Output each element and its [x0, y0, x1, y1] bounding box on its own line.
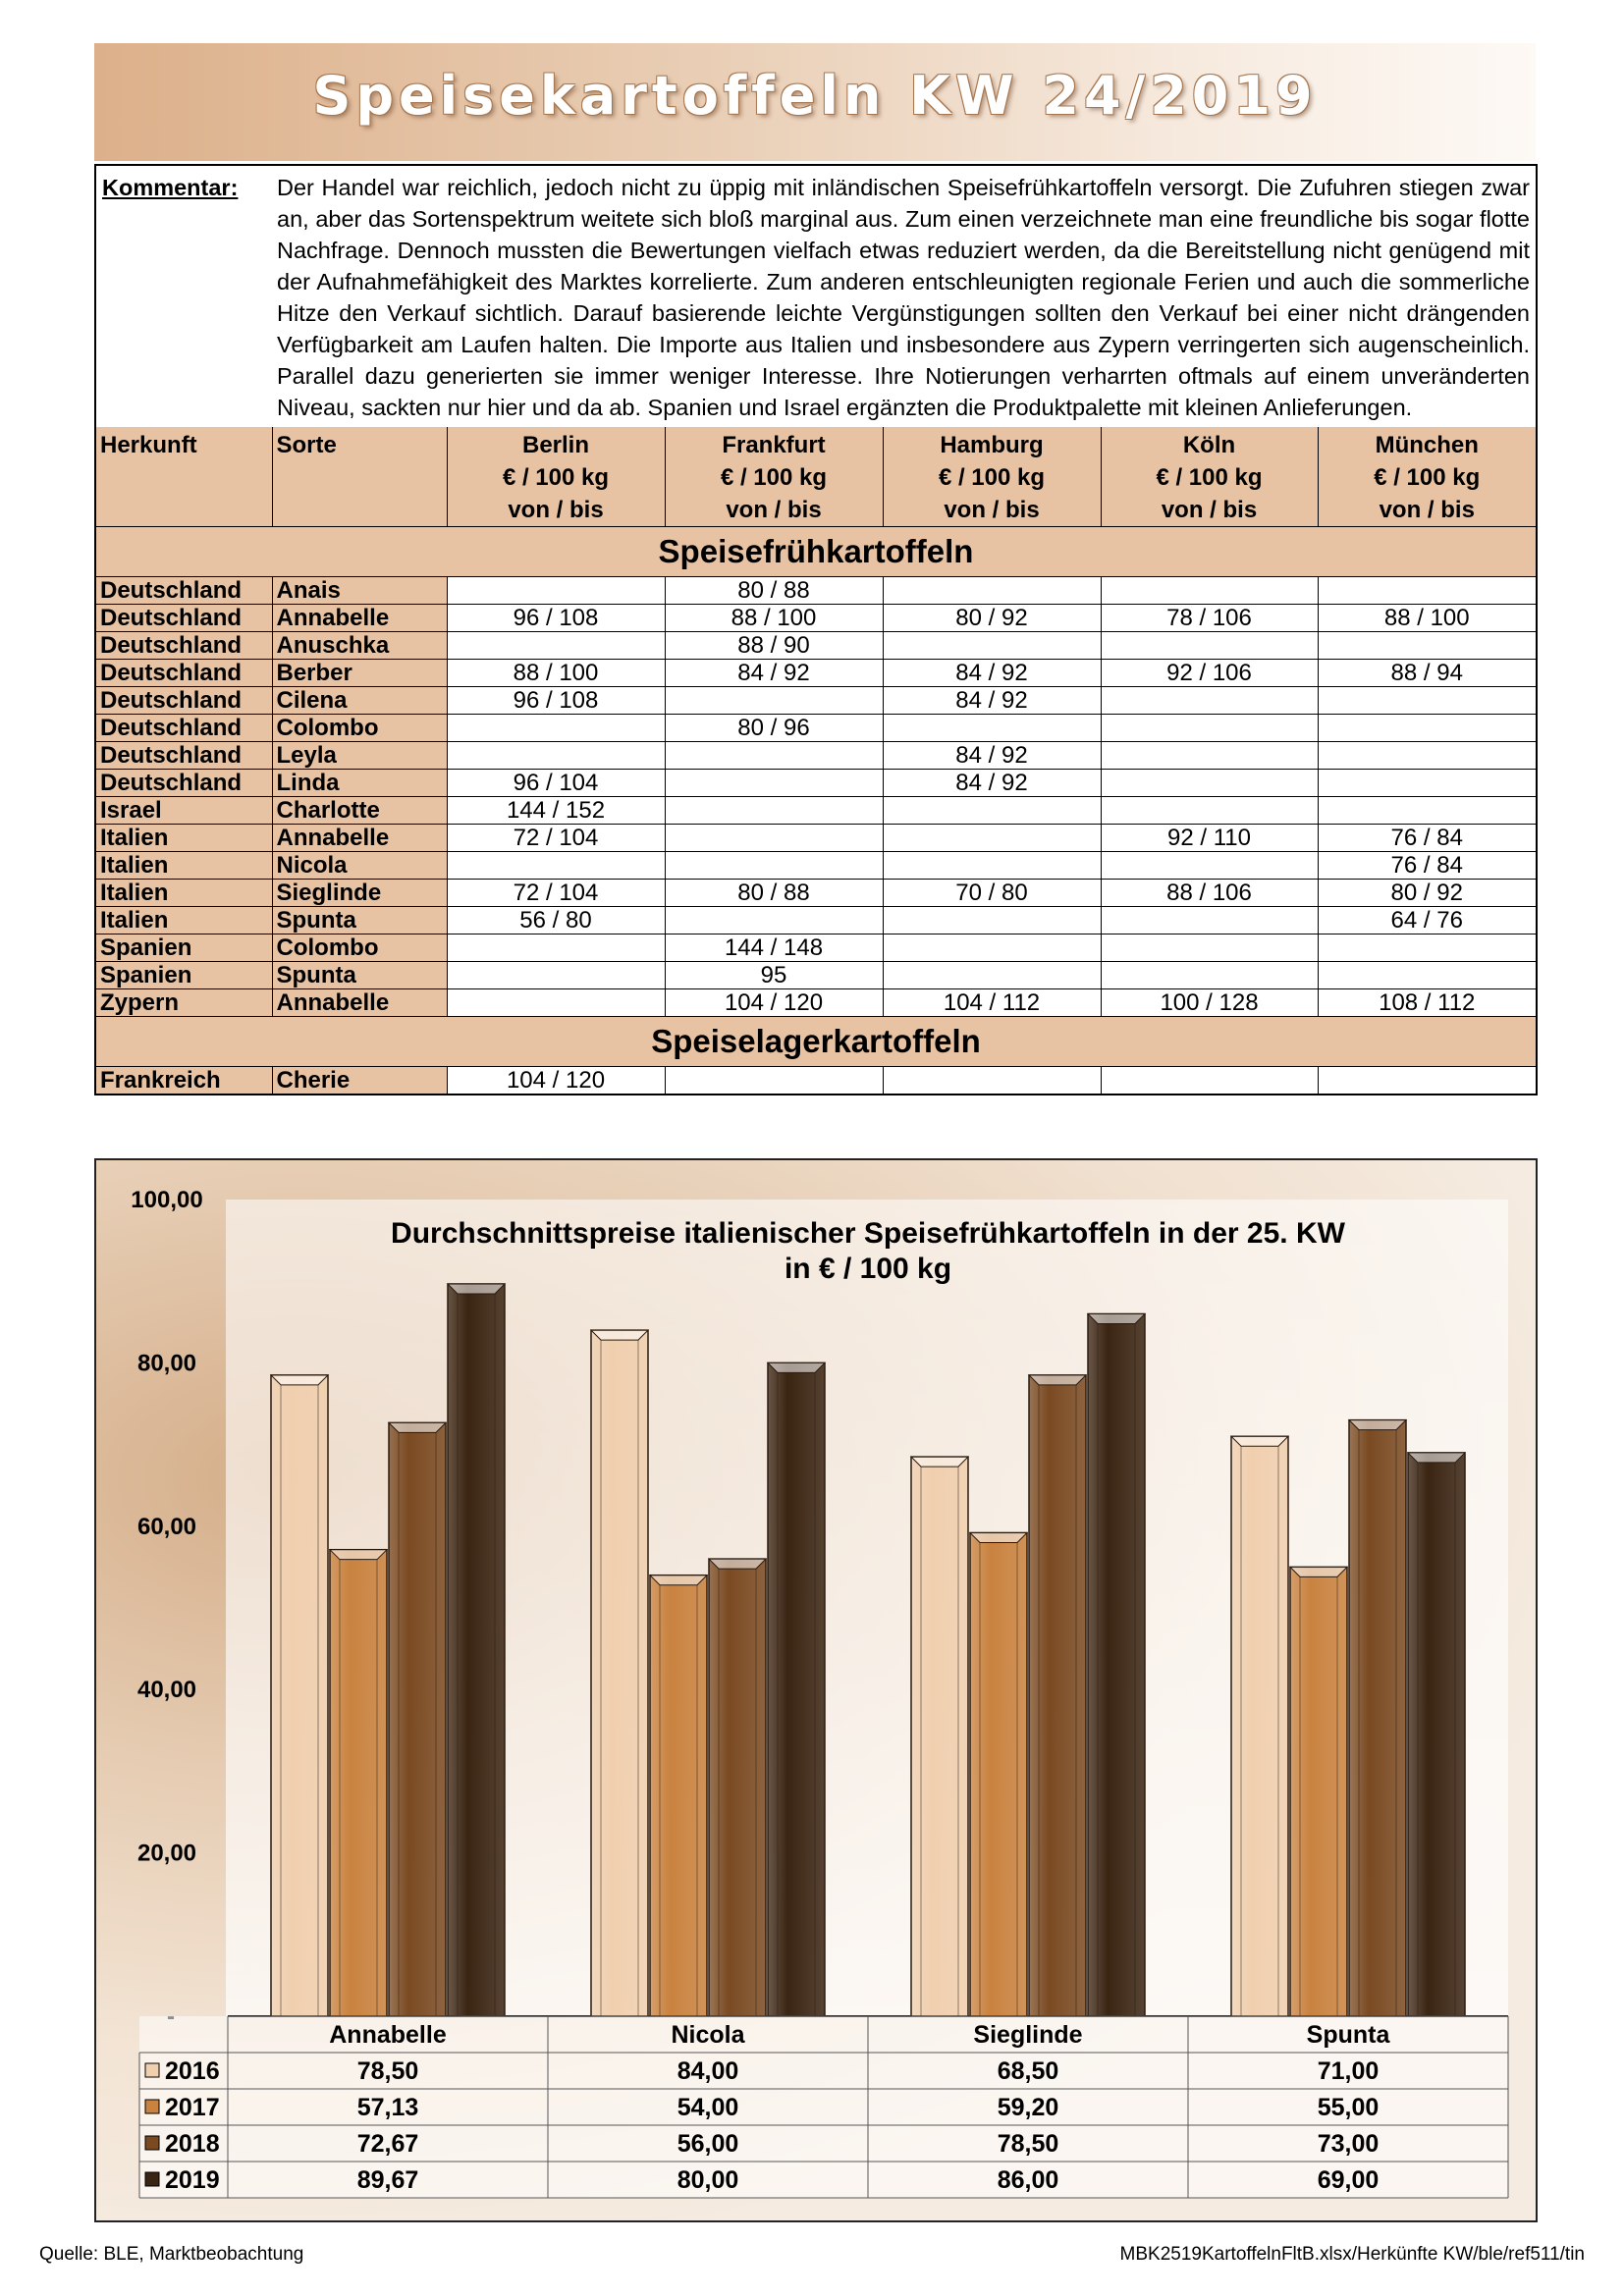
origin-cell: Spanien	[96, 934, 272, 962]
price-cell	[1101, 577, 1318, 605]
data-label: 80,00	[677, 2166, 739, 2194]
price-cell: 104 / 120	[447, 1067, 665, 1095]
price-cell	[1318, 715, 1536, 742]
category-label: Annabelle	[329, 2021, 447, 2049]
price-table	[96, 427, 1536, 1094]
legend-swatch	[145, 2172, 159, 2186]
table-row	[96, 1067, 1536, 1095]
price-cell	[1318, 632, 1536, 660]
price-cell: 78 / 106	[1101, 605, 1318, 632]
table-row	[96, 715, 1536, 742]
price-cell	[1101, 907, 1318, 934]
bar-chart	[96, 1160, 1536, 2220]
data-label: 86,00	[997, 2166, 1059, 2194]
price-cell	[883, 962, 1101, 989]
y-tick-label: 80,00	[136, 1350, 197, 1377]
price-cell: 64 / 76	[1318, 907, 1536, 934]
origin-cell: Zypern	[96, 989, 272, 1017]
price-cell: 92 / 106	[1101, 660, 1318, 687]
price-cell: 88 / 100	[1318, 605, 1536, 632]
variety-cell: Charlotte	[272, 797, 447, 825]
price-cell: 88 / 100	[665, 605, 883, 632]
price-cell	[447, 632, 665, 660]
bar-bevel	[1290, 1567, 1347, 1576]
chart-subtitle: in € / 100 kg	[784, 1253, 952, 1285]
price-cell	[1101, 632, 1318, 660]
bar-bevel	[1029, 1375, 1086, 1385]
bar-2018-annabelle	[389, 1422, 446, 2016]
price-cell: 96 / 104	[447, 770, 665, 797]
category-label: Spunta	[1306, 2021, 1390, 2049]
origin-cell: Italien	[96, 907, 272, 934]
bar-2017-spunta	[1290, 1567, 1347, 2016]
price-cell	[447, 742, 665, 770]
price-cell: 70 / 80	[883, 880, 1101, 907]
bar-2018-spunta	[1349, 1420, 1406, 2016]
price-cell	[665, 687, 883, 715]
price-cell: 104 / 112	[883, 989, 1101, 1017]
table-row	[96, 687, 1536, 715]
price-cell	[1318, 742, 1536, 770]
bar-2016-spunta	[1231, 1436, 1288, 2016]
price-cell	[447, 962, 665, 989]
origin-cell: Deutschland	[96, 770, 272, 797]
header-city: Hamburg € / 100 kg von / bis	[883, 427, 1101, 527]
header-city: Köln € / 100 kg von / bis	[1101, 427, 1318, 527]
price-cell	[665, 770, 883, 797]
price-cell: 76 / 84	[1318, 825, 1536, 852]
legend-label: 2018	[165, 2130, 220, 2158]
variety-cell: Annabelle	[272, 605, 447, 632]
price-cell	[883, 1067, 1101, 1095]
bar-2017-nicola	[650, 1575, 707, 2016]
price-cell	[883, 852, 1101, 880]
chart-panel	[94, 1158, 1538, 2222]
price-cell: 95	[665, 962, 883, 989]
price-cell	[665, 797, 883, 825]
origin-cell: Deutschland	[96, 632, 272, 660]
bar-bevel	[330, 1550, 387, 1560]
price-cell	[1101, 797, 1318, 825]
variety-cell: Nicola	[272, 852, 447, 880]
table-row	[96, 934, 1536, 962]
table-row	[96, 577, 1536, 605]
price-cell: 84 / 92	[883, 687, 1101, 715]
price-cell	[883, 632, 1101, 660]
price-cell	[1101, 742, 1318, 770]
price-cell	[1101, 715, 1318, 742]
variety-cell: Colombo	[272, 934, 447, 962]
origin-cell: Israel	[96, 797, 272, 825]
legend-swatch	[145, 2100, 159, 2113]
price-cell	[1318, 577, 1536, 605]
bar-2016-sieglinde	[911, 1457, 968, 2016]
bar-bevel	[1408, 1453, 1465, 1463]
y-tick-label: 40,00	[136, 1677, 197, 1704]
table-row	[96, 852, 1536, 880]
bar-bevel	[591, 1330, 648, 1340]
price-report	[94, 164, 1538, 1095]
bar-bevel	[911, 1457, 968, 1467]
price-cell: 56 / 80	[447, 907, 665, 934]
data-label: 54,00	[677, 2094, 739, 2121]
price-cell: 88 / 94	[1318, 660, 1536, 687]
category-label: Sieglinde	[973, 2021, 1083, 2049]
origin-cell: Italien	[96, 825, 272, 852]
data-label: 55,00	[1317, 2094, 1380, 2121]
data-label: 78,50	[356, 2057, 419, 2085]
price-cell	[447, 715, 665, 742]
price-cell	[665, 742, 883, 770]
page-title: Speisekartoffeln KW 24/2019	[312, 65, 1318, 127]
data-label: 71,00	[1317, 2057, 1380, 2085]
comment-label: Kommentar:	[102, 175, 239, 200]
price-cell: 144 / 148	[665, 934, 883, 962]
price-cell	[1318, 934, 1536, 962]
data-label: 78,50	[997, 2130, 1059, 2158]
price-cell	[665, 907, 883, 934]
bar-2016-nicola	[591, 1330, 648, 2016]
variety-cell: Anuschka	[272, 632, 447, 660]
data-label: 59,20	[997, 2094, 1059, 2121]
origin-cell: Deutschland	[96, 742, 272, 770]
bar-bevel	[1231, 1436, 1288, 1446]
data-label: 56,00	[677, 2130, 739, 2158]
price-cell	[447, 577, 665, 605]
y-tick-label: 60,00	[136, 1513, 197, 1540]
price-cell: 104 / 120	[665, 989, 883, 1017]
section-title: Speisefrühkartoffeln	[96, 527, 1536, 577]
category-label: Nicola	[671, 2021, 745, 2049]
price-cell: 80 / 92	[883, 605, 1101, 632]
price-cell	[1101, 770, 1318, 797]
price-cell: 88 / 106	[1101, 880, 1318, 907]
bar-2016-annabelle	[271, 1375, 328, 2016]
origin-cell: Italien	[96, 880, 272, 907]
price-cell	[1318, 770, 1536, 797]
price-cell: 84 / 92	[665, 660, 883, 687]
table-row	[96, 825, 1536, 852]
price-cell: 88 / 100	[447, 660, 665, 687]
price-cell: 80 / 96	[665, 715, 883, 742]
price-cell	[1101, 934, 1318, 962]
variety-cell: Anais	[272, 577, 447, 605]
variety-cell: Spunta	[272, 962, 447, 989]
price-cell: 72 / 104	[447, 880, 665, 907]
price-cell	[1318, 687, 1536, 715]
source-note: Quelle: BLE, Marktbeobachtung	[39, 2244, 304, 2265]
data-label: 72,67	[356, 2130, 419, 2158]
legend-swatch	[145, 2063, 159, 2077]
data-label: 89,67	[356, 2166, 419, 2194]
origin-cell: Deutschland	[96, 605, 272, 632]
header-city: Berlin € / 100 kg von / bis	[447, 427, 665, 527]
origin-cell: Deutschland	[96, 660, 272, 687]
legend-swatch	[145, 2136, 159, 2150]
price-cell	[1101, 852, 1318, 880]
price-cell: 72 / 104	[447, 825, 665, 852]
price-cell: 80 / 92	[1318, 880, 1536, 907]
price-cell: 96 / 108	[447, 605, 665, 632]
table-row	[96, 962, 1536, 989]
variety-cell: Annabelle	[272, 989, 447, 1017]
bar-2017-annabelle	[330, 1550, 387, 2016]
bar-bevel	[1349, 1420, 1406, 1430]
section-title: Speiselagerkartoffeln	[96, 1017, 1536, 1067]
origin-cell: Frankreich	[96, 1067, 272, 1095]
price-cell	[1318, 797, 1536, 825]
price-cell: 80 / 88	[665, 577, 883, 605]
variety-cell: Colombo	[272, 715, 447, 742]
price-cell: 92 / 110	[1101, 825, 1318, 852]
bar-2019-spunta	[1408, 1453, 1465, 2016]
bar-2019-annabelle	[448, 1284, 505, 2016]
bar-bevel	[709, 1559, 766, 1569]
table-row	[96, 907, 1536, 934]
file-reference: MBK2519KartoffelnFltB.xlsx/Herkünfte KW/ble/ref511/tin	[1119, 2244, 1585, 2265]
price-cell: 144 / 152	[447, 797, 665, 825]
data-label: 57,13	[356, 2094, 419, 2121]
bar-2019-sieglinde	[1088, 1313, 1145, 2016]
comment-text: Der Handel war reichlich, jedoch nicht zu üppig mit inländischen Speisefrühkartoffeln versorgt. Die Zufuhren stiegen zwar an, aber das Sortenspektrum weitete sich bloß marginal aus. Zum einen verzeichnete man eine freundliche bis sogar flotte Nachfrage. Dennoch mussten die Bewertungen vielfach etwas reduziert werden, da die Bereitstellung nicht genügend mit der Aufnahmefähigkeit des Marktes korrelierte. Zum anderen entschleunigten regionale Ferien und auch die sommerliche Hitze den Verkauf sichtlich. Darauf basierende leichte Vergünstigungen sollten den Verkauf bei einer nicht drängenden Verfügbarkeit am Laufen halten. Die Importe aus Italien und insbesondere aus Zypern verringerten sich augenscheinlich. Parallel dazu generierten sie immer weniger Interesse. Ihre Notierungen verharrten oftmals auf einem unveränderten Niveau, sackten nur hier und da ab. Spanien und Israel ergänzten die Produktpalette mit kleinen Anlieferungen.	[277, 175, 1530, 420]
data-label: 73,00	[1317, 2130, 1380, 2158]
price-cell	[665, 825, 883, 852]
price-cell	[883, 934, 1101, 962]
price-cell: 76 / 84	[1318, 852, 1536, 880]
variety-cell: Leyla	[272, 742, 447, 770]
section-header	[96, 1017, 1536, 1067]
price-cell: 108 / 112	[1318, 989, 1536, 1017]
comment-block	[96, 166, 1536, 427]
variety-cell: Berber	[272, 660, 447, 687]
price-cell: 84 / 92	[883, 742, 1101, 770]
origin-cell: Spanien	[96, 962, 272, 989]
variety-cell: Spunta	[272, 907, 447, 934]
table-row	[96, 770, 1536, 797]
data-label: 68,50	[997, 2057, 1059, 2085]
table-row	[96, 880, 1536, 907]
price-cell	[1101, 962, 1318, 989]
price-cell	[1318, 1067, 1536, 1095]
bar-bevel	[1088, 1313, 1145, 1323]
price-cell	[1318, 962, 1536, 989]
price-cell: 100 / 128	[1101, 989, 1318, 1017]
price-cell	[1101, 1067, 1318, 1095]
price-cell	[883, 907, 1101, 934]
price-cell	[883, 577, 1101, 605]
bar-2017-sieglinde	[970, 1532, 1027, 2016]
price-cell: 96 / 108	[447, 687, 665, 715]
variety-cell: Sieglinde	[272, 880, 447, 907]
header-city: Frankfurt € / 100 kg von / bis	[665, 427, 883, 527]
origin-cell: Deutschland	[96, 687, 272, 715]
price-cell: 80 / 88	[665, 880, 883, 907]
chart-title: Durchschnittspreise italienischer Speisefrühkartoffeln in der 25. KW	[391, 1217, 1345, 1250]
price-cell	[665, 852, 883, 880]
variety-cell: Cilena	[272, 687, 447, 715]
legend-label: 2017	[165, 2094, 220, 2121]
bar-2018-nicola	[709, 1559, 766, 2016]
y-tick-label: 20,00	[136, 1840, 197, 1867]
legend-label: 2016	[165, 2057, 220, 2085]
price-cell: 84 / 92	[883, 770, 1101, 797]
table-row	[96, 660, 1536, 687]
variety-cell: Annabelle	[272, 825, 447, 852]
table-row	[96, 742, 1536, 770]
price-cell: 88 / 90	[665, 632, 883, 660]
price-cell	[883, 797, 1101, 825]
bar-bevel	[448, 1284, 505, 1294]
title-banner	[94, 43, 1536, 161]
price-cell	[883, 825, 1101, 852]
bar-bevel	[970, 1532, 1027, 1542]
bar-bevel	[271, 1375, 328, 1385]
legend-label: 2019	[165, 2166, 220, 2194]
table-row	[96, 605, 1536, 632]
bar-bevel	[650, 1575, 707, 1585]
bar-2018-sieglinde	[1029, 1375, 1086, 2016]
table-row	[96, 989, 1536, 1017]
bar-bevel	[389, 1422, 446, 1432]
origin-cell: Deutschland	[96, 715, 272, 742]
header-city: München € / 100 kg von / bis	[1318, 427, 1536, 527]
origin-cell: Italien	[96, 852, 272, 880]
price-cell: 84 / 92	[883, 660, 1101, 687]
table-row	[96, 797, 1536, 825]
bar-2019-nicola	[768, 1362, 825, 2016]
price-cell	[447, 852, 665, 880]
price-cell	[447, 934, 665, 962]
price-cell	[665, 1067, 883, 1095]
header-variety: Sorte	[272, 427, 447, 527]
data-label: 69,00	[1317, 2166, 1380, 2194]
table-row	[96, 632, 1536, 660]
data-label: 84,00	[677, 2057, 739, 2085]
bar-bevel	[768, 1362, 825, 1372]
variety-cell: Linda	[272, 770, 447, 797]
variety-cell: Cherie	[272, 1067, 447, 1095]
y-tick-label: 100,00	[131, 1187, 203, 1213]
table-header-row	[96, 427, 1536, 527]
price-cell	[447, 989, 665, 1017]
price-cell	[883, 715, 1101, 742]
header-origin: Herkunft	[96, 427, 272, 527]
price-cell	[1101, 687, 1318, 715]
section-header	[96, 527, 1536, 577]
origin-cell: Deutschland	[96, 577, 272, 605]
